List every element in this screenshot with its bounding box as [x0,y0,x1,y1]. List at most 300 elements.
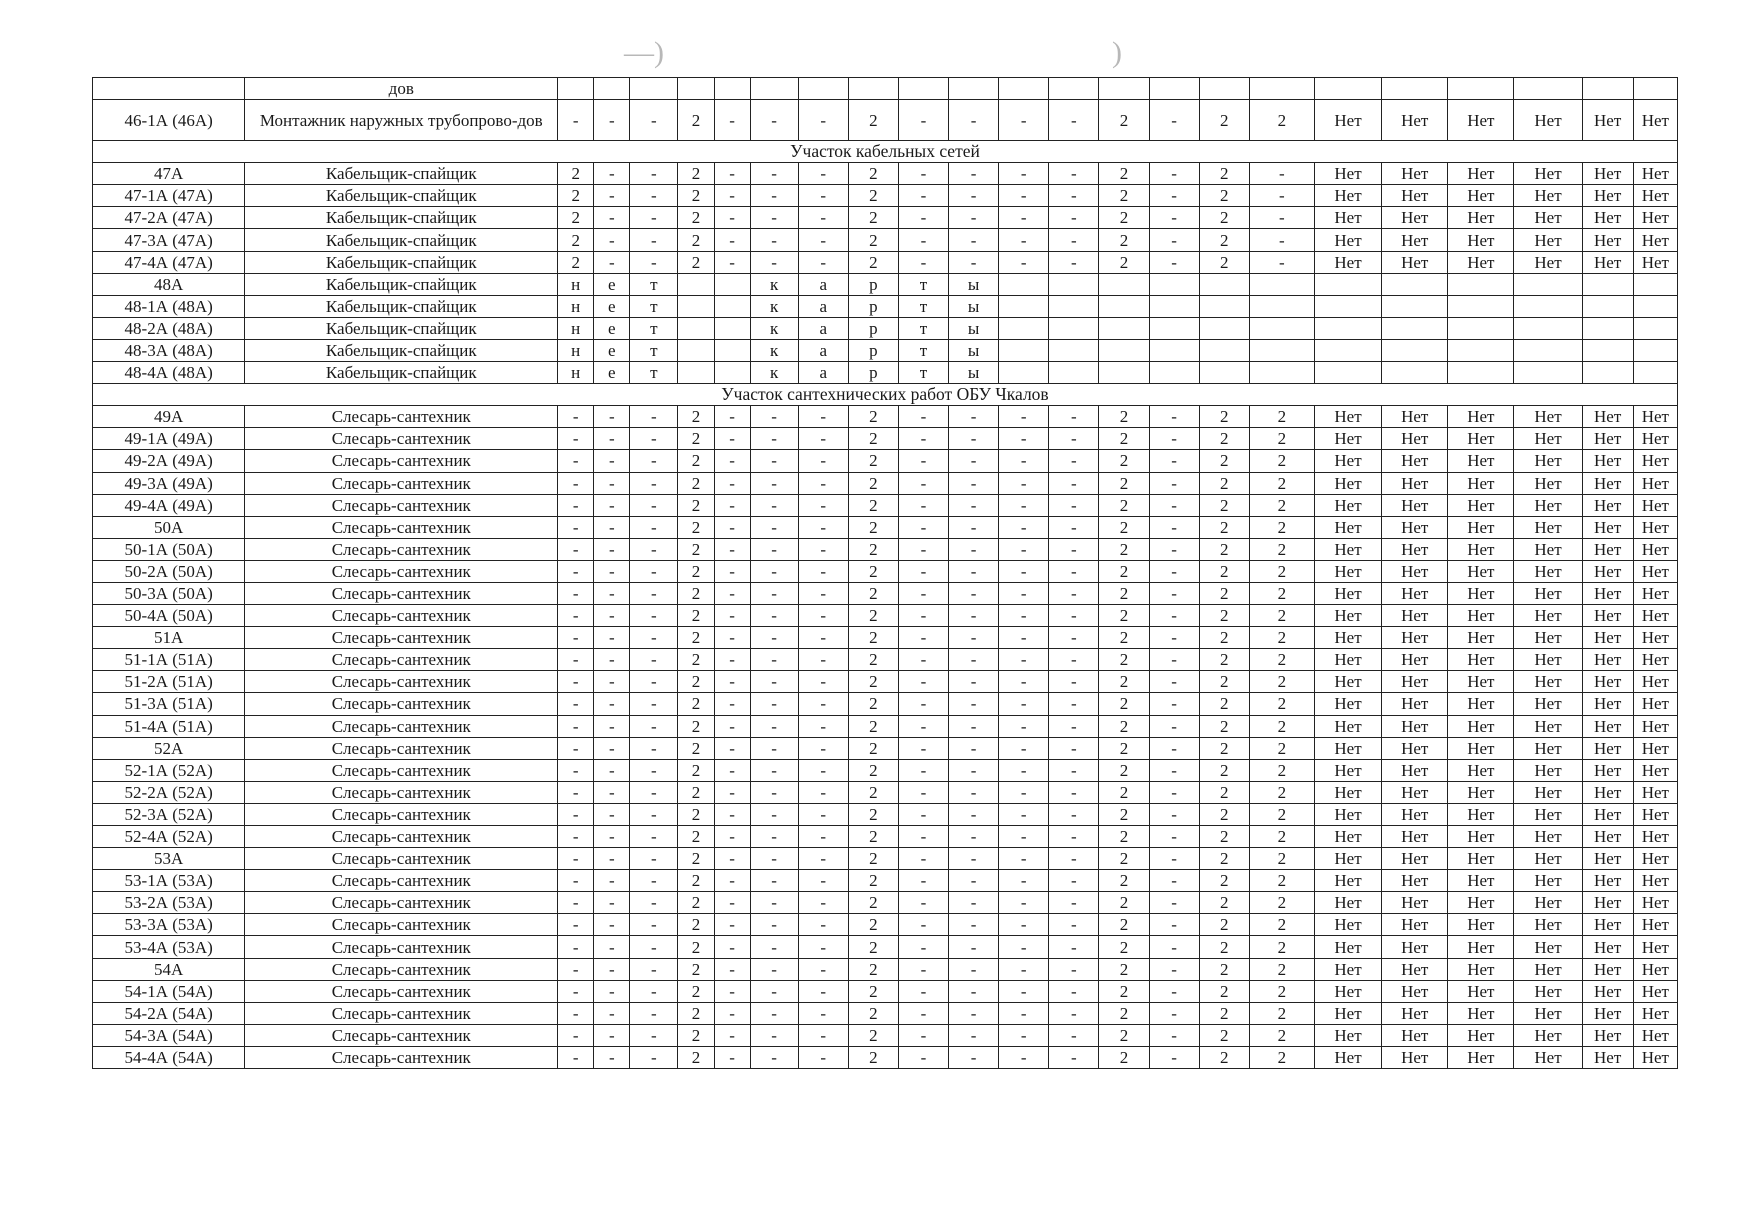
value-cell: - [558,715,594,737]
value-cell: - [1049,671,1099,693]
value-cell: - [1049,649,1099,671]
value-cell: Нет [1382,693,1448,715]
value-cell: Нет [1633,781,1677,803]
value-cell: - [798,627,848,649]
value-cell: - [594,1024,630,1046]
value-cell: Нет [1382,185,1448,207]
value-cell: - [714,1024,750,1046]
profession-cell: Кабельщик-спайщик [245,317,558,339]
value-cell [1514,317,1582,339]
value-cell: 2 [1099,737,1149,759]
value-cell: Нет [1448,848,1514,870]
value-cell: Нет [1382,560,1448,582]
table-row [93,803,1678,825]
value-cell: Нет [1382,958,1448,980]
value-cell: - [630,671,678,693]
value-cell: - [714,781,750,803]
value-cell: 2 [1099,163,1149,185]
workplace-id-cell: 47-2А (47А) [93,207,245,229]
value-cell: Нет [1514,649,1582,671]
value-cell: - [949,605,999,627]
section-title: Участок сантехнических работ ОБУ Чкалов [93,384,1678,406]
value-cell: 2 [1249,671,1314,693]
value-cell: Нет [1514,251,1582,273]
value-cell: Нет [1514,1046,1582,1068]
value-cell: - [949,450,999,472]
value-cell: Нет [1382,759,1448,781]
value-cell: - [750,1024,798,1046]
value-cell: Нет [1582,100,1633,141]
value-cell: 2 [1099,803,1149,825]
value-cell: 2 [1249,627,1314,649]
value-cell: 2 [1249,560,1314,582]
value-cell [1514,295,1582,317]
value-cell: - [714,472,750,494]
table-row [93,362,1678,384]
value-cell: 2 [1099,1046,1149,1068]
value-cell: Нет [1314,450,1381,472]
table-row [93,516,1678,538]
value-cell: 2 [678,649,714,671]
value-cell [1382,317,1448,339]
value-cell: - [630,848,678,870]
value-cell: Нет [1514,516,1582,538]
value-cell: - [750,803,798,825]
value-cell [1099,317,1149,339]
table-row [93,185,1678,207]
table-row [93,737,1678,759]
value-cell: - [798,693,848,715]
value-cell: Нет [1582,870,1633,892]
value-cell: 2 [558,251,594,273]
workplace-id-cell: 52А [93,737,245,759]
value-cell [1314,339,1381,361]
value-cell: - [750,671,798,693]
value-cell: 2 [1199,605,1249,627]
table-row [93,273,1678,295]
value-cell: Нет [1314,1002,1381,1024]
value-cell: 2 [1199,494,1249,516]
value-cell: Нет [1514,582,1582,604]
value-cell: - [949,582,999,604]
value-cell: Нет [1448,737,1514,759]
value-cell: е [594,362,630,384]
value-cell: Нет [1514,936,1582,958]
value-cell: - [999,605,1049,627]
value-cell: - [949,936,999,958]
value-cell: - [714,803,750,825]
value-cell: - [630,229,678,251]
value-cell: - [999,472,1049,494]
value-cell: н [558,317,594,339]
value-cell: Нет [1514,781,1582,803]
value-cell: н [558,295,594,317]
value-cell: Нет [1382,163,1448,185]
workplace-id-cell: 50А [93,516,245,538]
value-cell: Нет [1314,207,1381,229]
workplace-id-cell: 48-3А (48А) [93,339,245,361]
value-cell: - [558,627,594,649]
value-cell: Нет [1314,980,1381,1002]
value-cell: 2 [1099,892,1149,914]
value-cell: Нет [1514,826,1582,848]
value-cell: Нет [1448,649,1514,671]
value-cell: Нет [1448,870,1514,892]
value-cell: Нет [1514,100,1582,141]
value-cell: а [798,273,848,295]
value-cell: - [898,428,948,450]
value-cell: - [558,494,594,516]
value-cell: - [630,936,678,958]
value-cell: 2 [678,185,714,207]
value-cell: 2 [1249,848,1314,870]
value-cell: Нет [1314,649,1381,671]
value-cell: - [999,803,1049,825]
value-cell: - [949,693,999,715]
value-cell: - [1149,538,1199,560]
value-cell: 2 [1099,428,1149,450]
value-cell: - [1049,472,1099,494]
value-cell: - [999,428,1049,450]
value-cell: 2 [1249,649,1314,671]
value-cell [678,339,714,361]
value-cell: - [898,671,948,693]
value-cell: 2 [1099,560,1149,582]
value-cell: 2 [1199,163,1249,185]
table-row [93,406,1678,428]
value-cell: - [558,538,594,560]
value-cell: 2 [848,693,898,715]
value-cell: - [630,781,678,803]
workplace-id-cell: 54-3А (54А) [93,1024,245,1046]
value-cell: - [630,472,678,494]
value-cell: - [594,759,630,781]
value-cell: - [594,627,630,649]
value-cell: 2 [848,406,898,428]
value-cell: - [1149,494,1199,516]
value-cell: - [594,582,630,604]
value-cell: 2 [1099,538,1149,560]
value-cell: Нет [1582,494,1633,516]
value-cell: 2 [1099,229,1149,251]
value-cell: 2 [1199,1002,1249,1024]
value-cell: - [1049,1024,1099,1046]
value-cell: - [594,229,630,251]
value-cell: Нет [1314,163,1381,185]
value-cell: - [798,892,848,914]
value-cell [999,295,1049,317]
value-cell [1099,295,1149,317]
value-cell: Нет [1582,605,1633,627]
value-cell: 2 [1199,207,1249,229]
section-header-row [93,141,1678,163]
value-cell: 2 [1199,870,1249,892]
value-cell: - [1149,848,1199,870]
value-cell [1582,362,1633,384]
value-cell: Нет [1582,582,1633,604]
value-cell: Нет [1448,494,1514,516]
value-cell: Нет [1514,892,1582,914]
profession-cell: Слесарь-сантехник [245,781,558,803]
value-cell: - [594,826,630,848]
value-cell: - [558,1002,594,1024]
value-cell: 2 [678,516,714,538]
value-cell: 2 [1199,980,1249,1002]
value-cell: - [1049,251,1099,273]
value-cell: - [750,627,798,649]
section-header-row [93,384,1678,406]
value-cell [714,339,750,361]
profession-cell: Кабельщик-спайщик [245,229,558,251]
value-cell: Нет [1633,1024,1677,1046]
value-cell: Нет [1514,1002,1582,1024]
value-cell: 2 [848,671,898,693]
value-cell: - [798,229,848,251]
value-cell: 2 [848,560,898,582]
value-cell: - [558,1046,594,1068]
value-cell: - [999,516,1049,538]
value-cell [1633,317,1677,339]
value-cell: - [1049,185,1099,207]
table-row [93,229,1678,251]
value-cell: 2 [1249,715,1314,737]
value-cell: Нет [1633,671,1677,693]
value-cell: Нет [1314,693,1381,715]
value-cell: ы [949,273,999,295]
value-cell: 2 [1099,450,1149,472]
profession-cell: Слесарь-сантехник [245,737,558,759]
value-cell: - [750,207,798,229]
workplace-id-cell: 47-4А (47А) [93,251,245,273]
value-cell: 2 [678,936,714,958]
value-cell: Нет [1633,892,1677,914]
table-row [93,538,1678,560]
value-cell: - [750,737,798,759]
profession-cell: Слесарь-сантехник [245,803,558,825]
value-cell: - [714,1002,750,1024]
value-cell: - [798,1046,848,1068]
value-cell: 2 [1199,450,1249,472]
value-cell: Нет [1633,1046,1677,1068]
value-cell: 2 [1249,693,1314,715]
value-cell: Нет [1514,671,1582,693]
value-cell: - [898,914,948,936]
value-cell: - [558,848,594,870]
value-cell: - [750,936,798,958]
value-cell: - [798,406,848,428]
value-cell: - [999,406,1049,428]
value-cell: - [714,936,750,958]
value-cell: - [898,803,948,825]
value-cell: Нет [1382,870,1448,892]
table-row [93,428,1678,450]
value-cell: - [999,1024,1049,1046]
value-cell: - [999,538,1049,560]
value-cell: Нет [1382,100,1448,141]
value-cell: - [999,848,1049,870]
value-cell: 2 [1249,936,1314,958]
value-cell: Нет [1582,936,1633,958]
value-cell [1149,362,1199,384]
value-cell: е [594,273,630,295]
value-cell: - [798,494,848,516]
value-cell: Нет [1582,472,1633,494]
value-cell: Нет [1633,936,1677,958]
value-cell: 2 [1099,406,1149,428]
value-cell: - [1149,781,1199,803]
value-cell: Нет [1448,627,1514,649]
profession-cell: Слесарь-сантехник [245,538,558,560]
value-cell [678,362,714,384]
value-cell: Нет [1514,472,1582,494]
value-cell: - [999,715,1049,737]
value-cell: - [594,781,630,803]
value-cell: 2 [1199,848,1249,870]
value-cell: - [750,958,798,980]
value-cell: - [558,1024,594,1046]
value-cell: - [594,671,630,693]
value-cell: - [630,185,678,207]
value-cell: 2 [678,406,714,428]
value-cell: - [798,781,848,803]
value-cell: 2 [558,163,594,185]
value-cell: - [1049,870,1099,892]
value-cell: - [999,627,1049,649]
value-cell: 2 [848,627,898,649]
profession-cell: Слесарь-сантехник [245,605,558,627]
value-cell: 2 [678,737,714,759]
value-cell: Нет [1448,472,1514,494]
value-cell: Нет [1314,428,1381,450]
value-cell: - [630,627,678,649]
value-cell: р [848,295,898,317]
value-cell: ы [949,317,999,339]
value-cell: - [949,163,999,185]
value-cell: 2 [848,848,898,870]
value-cell: - [750,870,798,892]
section-title: Участок кабельных сетей [93,141,1678,163]
value-cell: - [898,100,948,141]
value-cell: 2 [1099,781,1149,803]
value-cell: - [714,538,750,560]
value-cell: - [898,759,948,781]
table-row [93,649,1678,671]
value-cell: - [1149,582,1199,604]
value-cell: - [1049,892,1099,914]
value-cell: - [1149,251,1199,273]
value-cell: Нет [1514,870,1582,892]
value-cell: 2 [678,980,714,1002]
value-cell [1149,295,1199,317]
value-cell: - [798,803,848,825]
value-cell: Нет [1514,980,1582,1002]
profession-cell: Слесарь-сантехник [245,406,558,428]
value-cell: - [898,958,948,980]
value-cell: 2 [1199,715,1249,737]
value-cell: Нет [1448,671,1514,693]
value-cell: 2 [848,892,898,914]
value-cell: - [714,980,750,1002]
value-cell: Нет [1514,560,1582,582]
value-cell: - [1049,737,1099,759]
value-cell: 2 [848,472,898,494]
value-cell [1314,273,1381,295]
value-cell: - [558,450,594,472]
value-cell [714,273,750,295]
value-cell: - [949,207,999,229]
value-cell: т [898,273,948,295]
value-cell: - [1149,980,1199,1002]
value-cell: 2 [848,516,898,538]
value-cell [1382,339,1448,361]
value-cell: - [1149,100,1199,141]
value-cell: - [1149,671,1199,693]
value-cell: - [999,163,1049,185]
value-cell: - [594,450,630,472]
value-cell: 2 [1099,826,1149,848]
value-cell [1448,362,1514,384]
table-row [93,870,1678,892]
value-cell: 2 [1099,185,1149,207]
value-cell: Нет [1582,1024,1633,1046]
workplace-id-cell: 51-1А (51А) [93,649,245,671]
value-cell: Нет [1582,892,1633,914]
value-cell: - [798,582,848,604]
value-cell: - [949,251,999,273]
value-cell: - [798,759,848,781]
value-cell: - [949,406,999,428]
value-cell: Нет [1314,472,1381,494]
value-cell: - [750,826,798,848]
value-cell: Нет [1314,605,1381,627]
value-cell: - [999,781,1049,803]
value-cell: Нет [1382,627,1448,649]
value-cell: - [714,406,750,428]
value-cell: - [999,100,1049,141]
table-row [93,163,1678,185]
value-cell: Нет [1514,207,1582,229]
value-cell: - [630,715,678,737]
value-cell: Нет [1633,958,1677,980]
value-cell: Нет [1582,737,1633,759]
value-cell: Нет [1514,914,1582,936]
value-cell: Нет [1582,1046,1633,1068]
value-cell [999,317,1049,339]
value-cell: - [1149,1002,1199,1024]
value-cell: Нет [1633,450,1677,472]
value-cell: Нет [1514,229,1582,251]
value-cell: Нет [1382,715,1448,737]
value-cell: - [1149,649,1199,671]
value-cell [1448,295,1514,317]
value-cell: - [898,848,948,870]
value-cell: - [714,494,750,516]
value-cell: Нет [1633,494,1677,516]
value-cell: Нет [1382,406,1448,428]
value-cell: - [798,516,848,538]
value-cell: Нет [1382,516,1448,538]
value-cell: 2 [1249,100,1314,141]
table-row [93,100,1678,141]
value-cell: Нет [1314,715,1381,737]
value-cell: 2 [678,715,714,737]
value-cell: 2 [848,958,898,980]
value-cell: - [750,185,798,207]
value-cell: - [949,560,999,582]
value-cell: 2 [1249,914,1314,936]
value-cell: - [1149,803,1199,825]
workplace-id-cell: 52-4А (52А) [93,826,245,848]
